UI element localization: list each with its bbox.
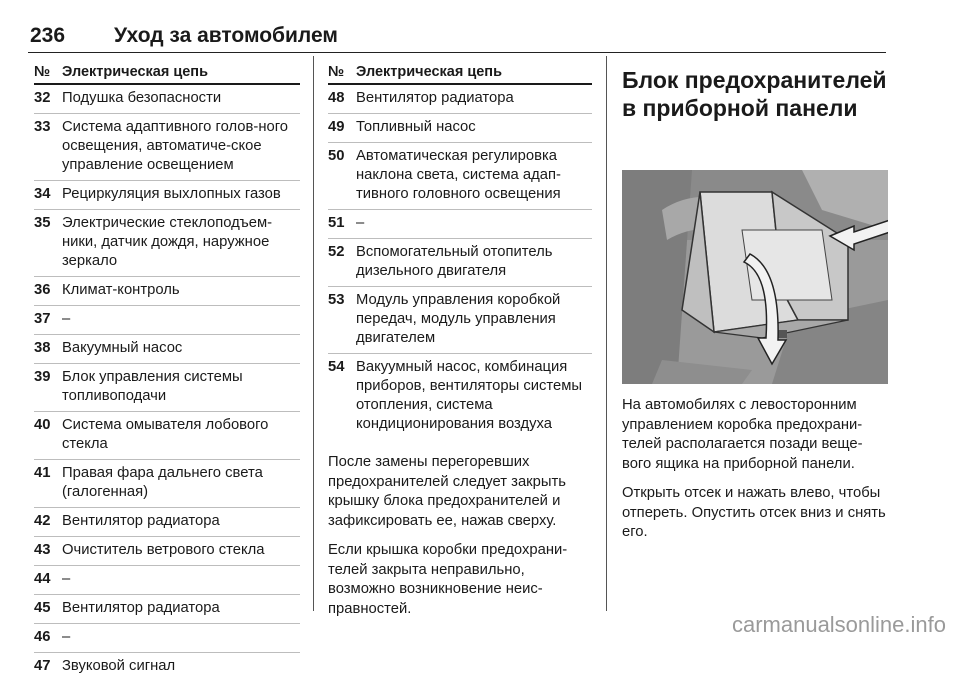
- fuse-number: 40: [34, 417, 51, 433]
- circuit-description: Климат-контроль: [62, 282, 180, 298]
- circuit-description: –: [62, 629, 71, 645]
- circuit-description: –: [62, 571, 71, 587]
- table-row: [34, 364, 300, 412]
- circuit-description: Вентилятор радиатора: [62, 513, 220, 529]
- instrument-panel-section: [622, 66, 888, 543]
- fuse-number: 37: [34, 311, 51, 327]
- fuse-number: 43: [34, 542, 51, 558]
- header-number: №: [34, 64, 51, 80]
- table-row: [34, 460, 300, 508]
- fuse-number: 54: [328, 359, 345, 375]
- table-row: [34, 537, 300, 566]
- fuse-number: 47: [34, 658, 51, 674]
- header-number: №: [328, 64, 345, 80]
- circuit-description: Вакуумный насос, комбинация приборов, вентиляторы системы отопления, система кондиционирования воздуха: [356, 359, 583, 432]
- fuse-number: 36: [34, 282, 51, 298]
- circuit-description: Звуковой сигнал: [62, 658, 176, 674]
- circuit-description: –: [62, 311, 71, 327]
- table-row: [34, 306, 300, 335]
- circuit-description: Подушка безопасности: [62, 90, 222, 106]
- table-row: [34, 181, 300, 210]
- fuse-table-1: [34, 62, 300, 681]
- fuse-box-illustration: [622, 170, 888, 384]
- circuit-description: Система омывателя лобового стекла: [62, 417, 269, 452]
- watermark: carmanualsonline.info: [731, 612, 946, 637]
- fuse-number: 52: [328, 244, 345, 260]
- header-circuit: Электрическая цепь: [62, 64, 208, 80]
- table-row: [34, 595, 300, 624]
- column-divider: [606, 56, 607, 611]
- circuit-description: Вентилятор радиатора: [356, 90, 514, 106]
- table-row: [328, 287, 592, 354]
- header-circuit: Электрическая цепь: [356, 64, 502, 80]
- table-row: [34, 85, 300, 114]
- page-title: Уход за автомобилем: [114, 24, 338, 47]
- procedure-paragraph: Открыть отсек и нажать влево, чтобы отпереть. Опустить отсек вниз и снять его.: [622, 485, 886, 540]
- instruction-paragraph: После замены перегоревших предохранителей следует закрыть крышку блока предохранителей и зафиксировать ее, нажав сверху.: [328, 454, 566, 529]
- fuse-table-2: [328, 62, 592, 619]
- fuse-number: 48: [328, 90, 345, 106]
- table-row: [328, 354, 592, 439]
- table-row: [34, 277, 300, 306]
- glovebox-drawing: [622, 170, 888, 384]
- table-row: [34, 335, 300, 364]
- circuit-description: Вентилятор радиатора: [62, 600, 220, 616]
- fuse-number: 38: [34, 340, 51, 356]
- page-header: [28, 22, 886, 53]
- fuse-number: 42: [34, 513, 51, 529]
- table-header: [328, 62, 592, 85]
- fuse-number: 32: [34, 90, 51, 106]
- table-row: [34, 114, 300, 181]
- table-row: [34, 412, 300, 460]
- table-row: [328, 114, 592, 143]
- circuit-description: Топливный насос: [356, 119, 476, 135]
- table-header: [34, 62, 300, 85]
- circuit-description: Правая фара дальнего света (галогенная): [62, 465, 263, 500]
- table-row: [34, 508, 300, 537]
- circuit-description: Электрические стеклоподъем-ники, датчик дождя, наружное зеркало: [62, 215, 273, 269]
- warning-paragraph: Если крышка коробки предохрани-телей закрыта неправильно, возможно возникновение неис-правностей.: [328, 542, 568, 617]
- fuse-number: 39: [34, 369, 51, 385]
- table-row: [328, 210, 592, 239]
- fuse-number: 41: [34, 465, 51, 481]
- fuse-number: 35: [34, 215, 51, 231]
- table-row: [34, 210, 300, 277]
- circuit-description: Вакуумный насос: [62, 340, 183, 356]
- circuit-description: Автоматическая регулировка наклона света, система адап-тивного головного освещения: [356, 148, 561, 202]
- fuse-number: 46: [34, 629, 51, 645]
- table-row: [328, 239, 592, 287]
- page-number: 236: [30, 24, 66, 47]
- fuse-number: 50: [328, 148, 345, 164]
- circuit-description: Очиститель ветрового стекла: [62, 542, 265, 558]
- section-title: Блок предохранителей в приборной панели: [622, 67, 887, 121]
- circuit-description: Модуль управления коробкой передач, модуль управления двигателем: [356, 292, 561, 346]
- fuse-number: 33: [34, 119, 51, 135]
- circuit-description: Рециркуляция выхлопных газов: [62, 186, 281, 202]
- fuse-number: 49: [328, 119, 345, 135]
- fuse-number: 44: [34, 571, 51, 587]
- table-row: [328, 143, 592, 210]
- fuse-number: 34: [34, 186, 51, 202]
- table-row: [34, 653, 300, 681]
- fuse-number: 53: [328, 292, 345, 308]
- table-row: [34, 566, 300, 595]
- circuit-description: Система адаптивного голов-ного освещения, автоматиче-ское управление освещением: [62, 119, 289, 173]
- circuit-description: –: [356, 215, 365, 231]
- circuit-description: Вспомогательный отопитель дизельного двигателя: [356, 244, 553, 279]
- table-row: [34, 624, 300, 653]
- circuit-description: Блок управления системы топливоподачи: [62, 369, 243, 404]
- fuse-number: 51: [328, 215, 345, 231]
- fuse-number: 45: [34, 600, 51, 616]
- location-paragraph: На автомобилях с левосторонним управлением коробка предохрани-телей располагается позади веще-вого ящика на приборной панели.: [622, 397, 863, 472]
- column-divider: [313, 56, 314, 611]
- table-row: [328, 85, 592, 114]
